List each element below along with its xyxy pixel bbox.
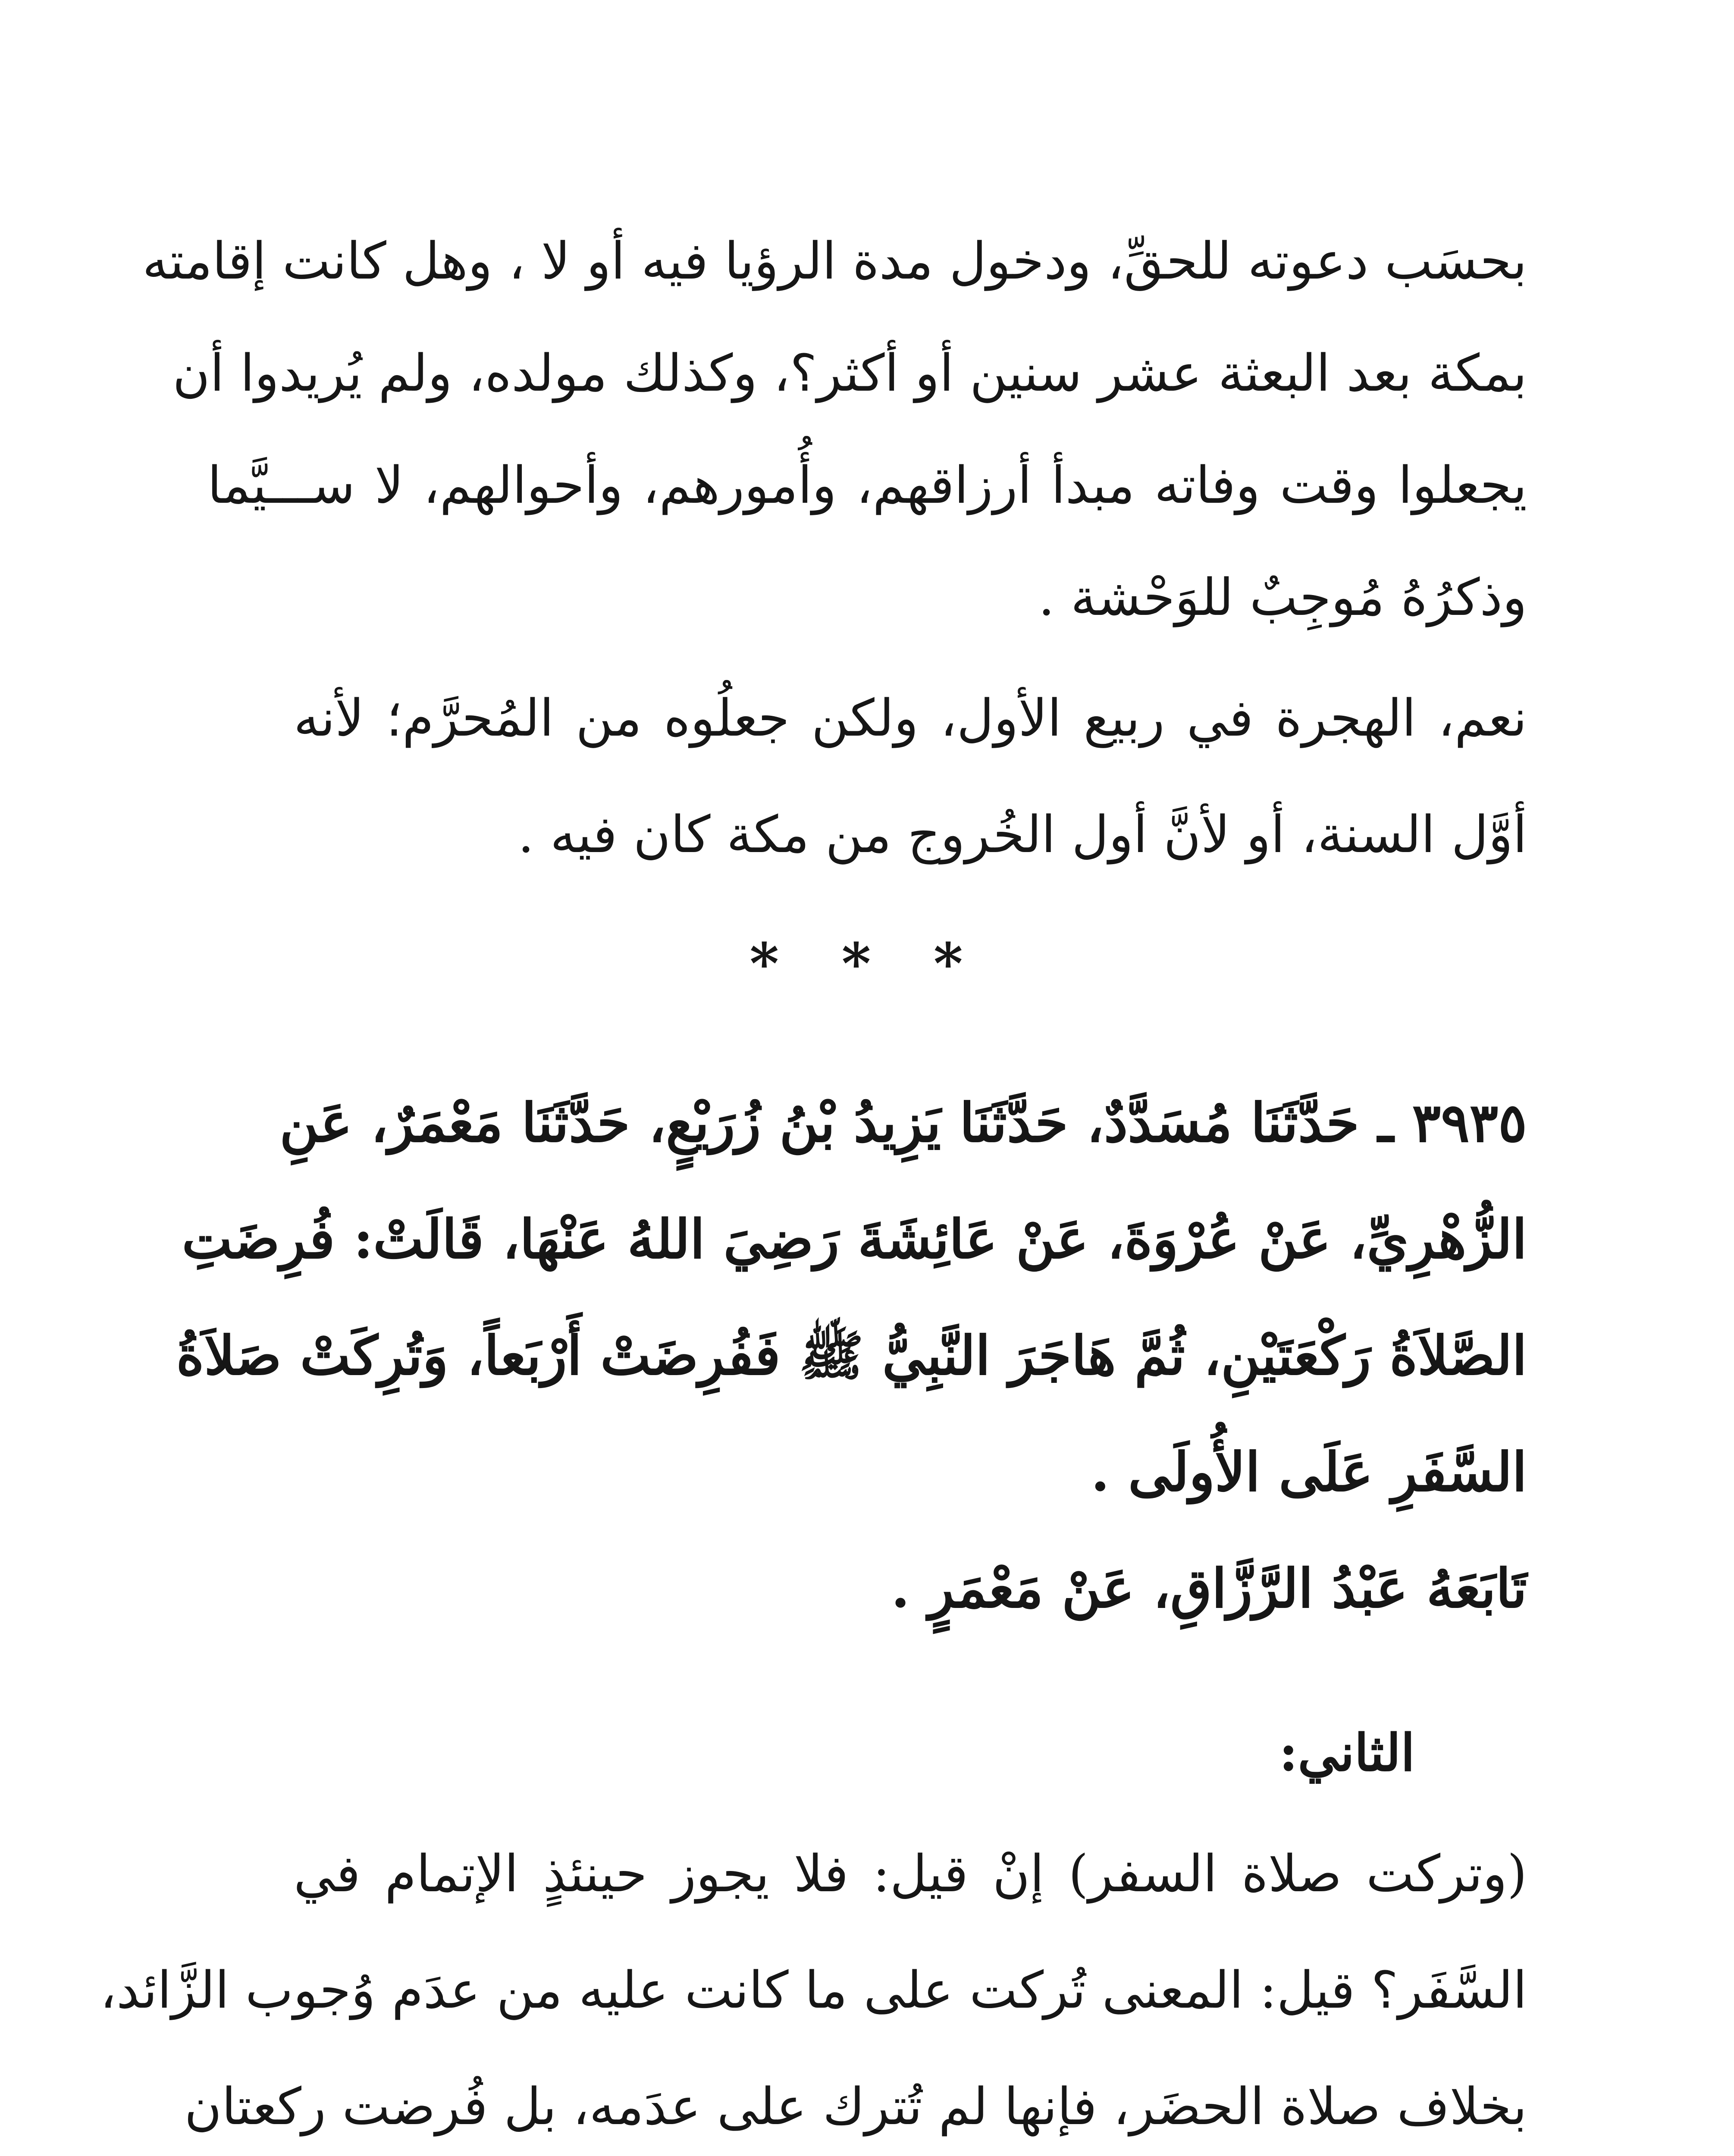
section-separator: * * * — [749, 931, 985, 997]
text-line: (وتركت صلاة السفر) إنْ قيل: فلا يجوز حينئذٍ الإتمام في — [294, 1844, 1527, 1903]
hadith-line: ٣٩٣٥ ـ حَدَّثَنَا مُسَدَّدٌ، حَدَّثَنَا يَزِيدُ بْنُ زُرَيْعٍ، حَدَّثَنَا مَعْمَرٌ، عَنِ — [279, 1092, 1527, 1154]
text-line: السَّفَر؟ قيل: المعنى تُركت على ما كانت عليه من عدَم وُجوب الزَّائد، — [100, 1960, 1527, 2020]
text-line: نعم، الهجرة في ربيع الأول، ولكن جعلُوه من المُحرَّم؛ لأنه — [294, 688, 1527, 748]
hadith-follow-up: تَابَعَهُ عَبْدُ الرَّزَّاقِ، عَنْ مَعْمَرٍ . — [891, 1557, 1527, 1620]
text-line: بحسَب دعوته للحقِّ، ودخول مدة الرؤيا فيه أو لا ، وهل كانت إقامته — [142, 231, 1527, 291]
text-line: وذكرُهُ مُوجِبٌ للوَحْشة . — [1038, 567, 1527, 627]
text-line: بخلاف صلاة الحضَر، فإنها لم تُترك على عدَمه، بل فُرضت ركعتان — [184, 2077, 1527, 2136]
hadith-line: الصَّلاَةُ رَكْعَتَيْنِ، ثُمَّ هَاجَرَ النَّبِيُّ ﷺ فَفُرِضَتْ أَرْبَعاً، وَتُرِكَتْ صَلاَةُ — [176, 1325, 1527, 1387]
text-line: أوَّل السنة، أو لأنَّ أول الخُروج من مكة كان فيه . — [517, 805, 1527, 864]
text-line: يجعلوا وقت وفاته مبدأ أرزاقهم، وأُمورهم، وأحوالهم، لا ســـيَّما — [207, 455, 1527, 515]
hadith-line: السَّفَرِ عَلَى الأُولَى . — [1091, 1441, 1527, 1504]
hadith-line: الزُّهْرِيِّ، عَنْ عُرْوَةَ، عَنْ عَائِشَةَ رَضِيَ اللهُ عَنْهَا، قَالَتْ: فُرِضَتِ — [182, 1208, 1527, 1271]
section-heading: الثاني: — [1279, 1723, 1415, 1783]
text-line: بمكة بعد البعثة عشر سنين أو أكثر؟، وكذلك مولده، ولم يُريدوا أن — [172, 343, 1527, 403]
